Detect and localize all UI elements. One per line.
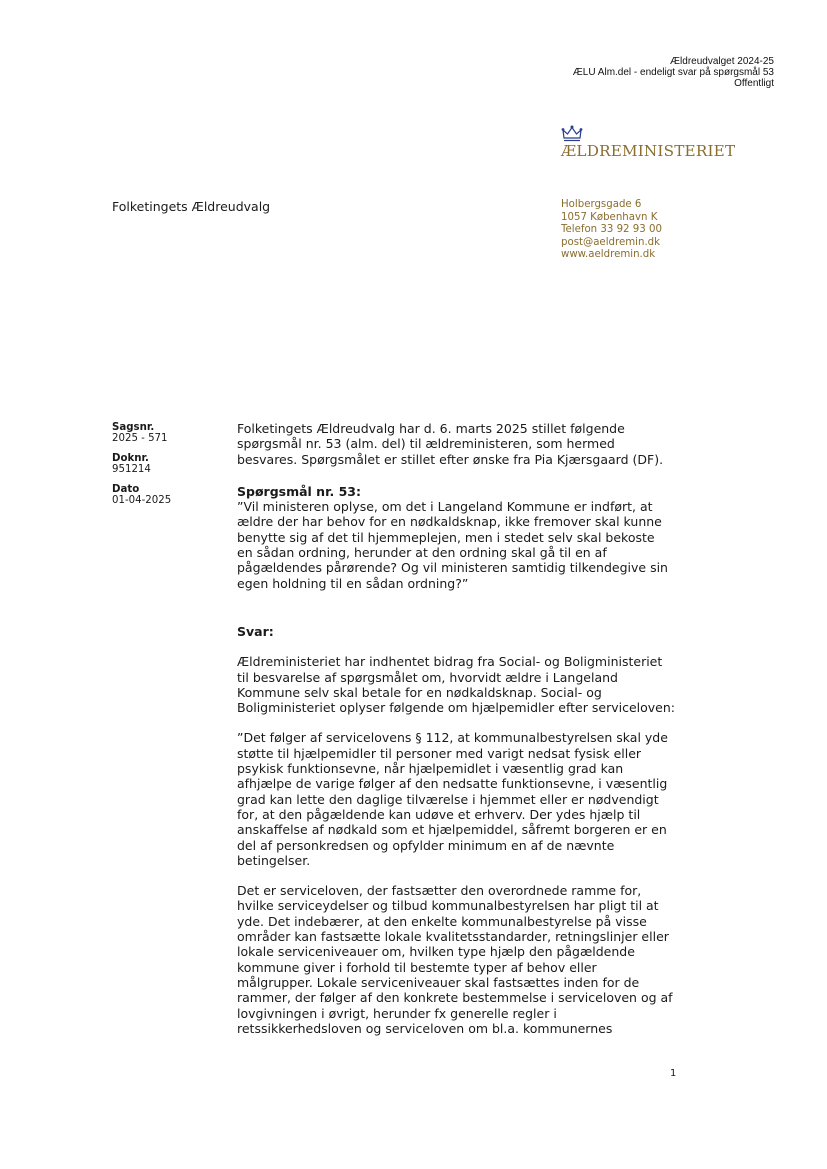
stamp-committee: Ældreudvalget 2024-25 (670, 56, 774, 67)
doc-number (112, 454, 171, 475)
answer-paragraph-2: ”Det følger af servicelovens § 112, at kommunalbestyrelsen skal yde støtte til hjælpemidler til personer med varigt nedsat fysisk eller psykisk funktionsevne, når hjælpemidlet i væsentlig grad kan afhjælpe de varige følger af den nedsatte funktionsevne, i væsentlig grad kan lette den daglige tilværelse i hjemmet eller er nødvendigt for, at den pågældende kan udøve et erhverv. Der ydes hjælp til anskaffelse af nødkald som et hjælpemiddel, såfremt borgeren er en del af personkredsen og opfylder minimum en af de nævnte betingelser. (237, 730, 668, 868)
contact-email[interactable]: post@aeldremin.dk (561, 236, 661, 248)
stamp-status: Offentligt (734, 78, 774, 89)
date-label: Dato (112, 484, 140, 495)
date-value: 01-04-2025 (112, 494, 172, 506)
recipient: Folketingets Ældreudvalg (112, 199, 271, 214)
doc-number-value: 951214 (112, 463, 151, 475)
question-text: ”Vil ministeren oplyse, om det i Langeland Kommune er indført, at ældre der har behov for en nødkaldsknap, ikke fremover skal kunne benytte sig af det til hjemmeplejen, men i stedet selv skal bekoste en sådan ordning, herunder at den ordning skal gå til en af pågældendes pårørende? Og vil ministeren samtidig tilkendegive sin egen holdning til en sådan ordning?” (237, 499, 668, 591)
question-heading: Spørgsmål nr. 53: (237, 483, 361, 499)
answer-paragraph-1: Ældreministeriet har indhentet bidrag fra Social- og Boligministeriet til besvarelse af spørgsmålet om, hvorvidt ældre i Langeland Kommune selv skal betale for en nødkaldsknap. Social- og Boligministeriet oplyser følgende om hjælpemidler efter serviceloven: (237, 654, 675, 716)
doc-number-label: Doknr. (112, 453, 149, 464)
contact-phone: Telefon 33 92 93 00 (561, 224, 662, 236)
stamp-reference: ÆLU Alm.del - endeligt svar på spørgsmål 53 (572, 67, 774, 78)
case-number-label: Sagsnr. (112, 422, 155, 433)
intro-paragraph: Folketingets Ældreudvalg har d. 6. marts 2025 stillet følgende spørgsmål nr. 53 (alm. del) til ældreministeren, som hermed besvares. Spørgsmålet er stillet efter ønske fra Pia Kjærsgaard (DF). (237, 421, 664, 467)
date (112, 485, 171, 506)
document-metadata (112, 423, 171, 516)
page-number: 1 (670, 1068, 677, 1079)
contact-block (561, 199, 662, 262)
ministry-name: ÆLDREMINISTERIET (561, 142, 736, 160)
ministry-logo (561, 125, 741, 165)
crown-icon (561, 125, 583, 143)
letter-body (237, 421, 687, 1036)
document-stamp (573, 56, 774, 89)
contact-street: Holbergsgade 6 (561, 199, 642, 210)
case-number (112, 423, 171, 444)
contact-website[interactable]: www.aeldremin.dk (561, 249, 656, 261)
contact-city: 1057 København K (561, 211, 658, 223)
answer-paragraph-3: Det er serviceloven, der fastsætter den overordnede ramme for, hvilke serviceydelser og tilbud kommunalbestyrelsen har pligt til at yde. Det indebærer, at den enkelte kommunalbestyrelse på visse områder kan fastsætte lokale kvalitetsstandarder, retningslinjer eller lokale serviceniveauer om, hvilken type hjælp den pågældende kommune giver i forhold til bestemte typer af behov eller målgrupper. Lokale serviceniveauer skal fastsættes inden for de rammer, der følger af den konkrete bestemmelse i serviceloven og af lovgivningen i øvrigt, herunder fx generelle regler i retssikkerhedsloven og serviceloven om bl.a. kommunernes (237, 883, 673, 1036)
case-number-value: 2025 - 571 (112, 432, 168, 444)
answer-heading: Svar: (237, 623, 274, 639)
